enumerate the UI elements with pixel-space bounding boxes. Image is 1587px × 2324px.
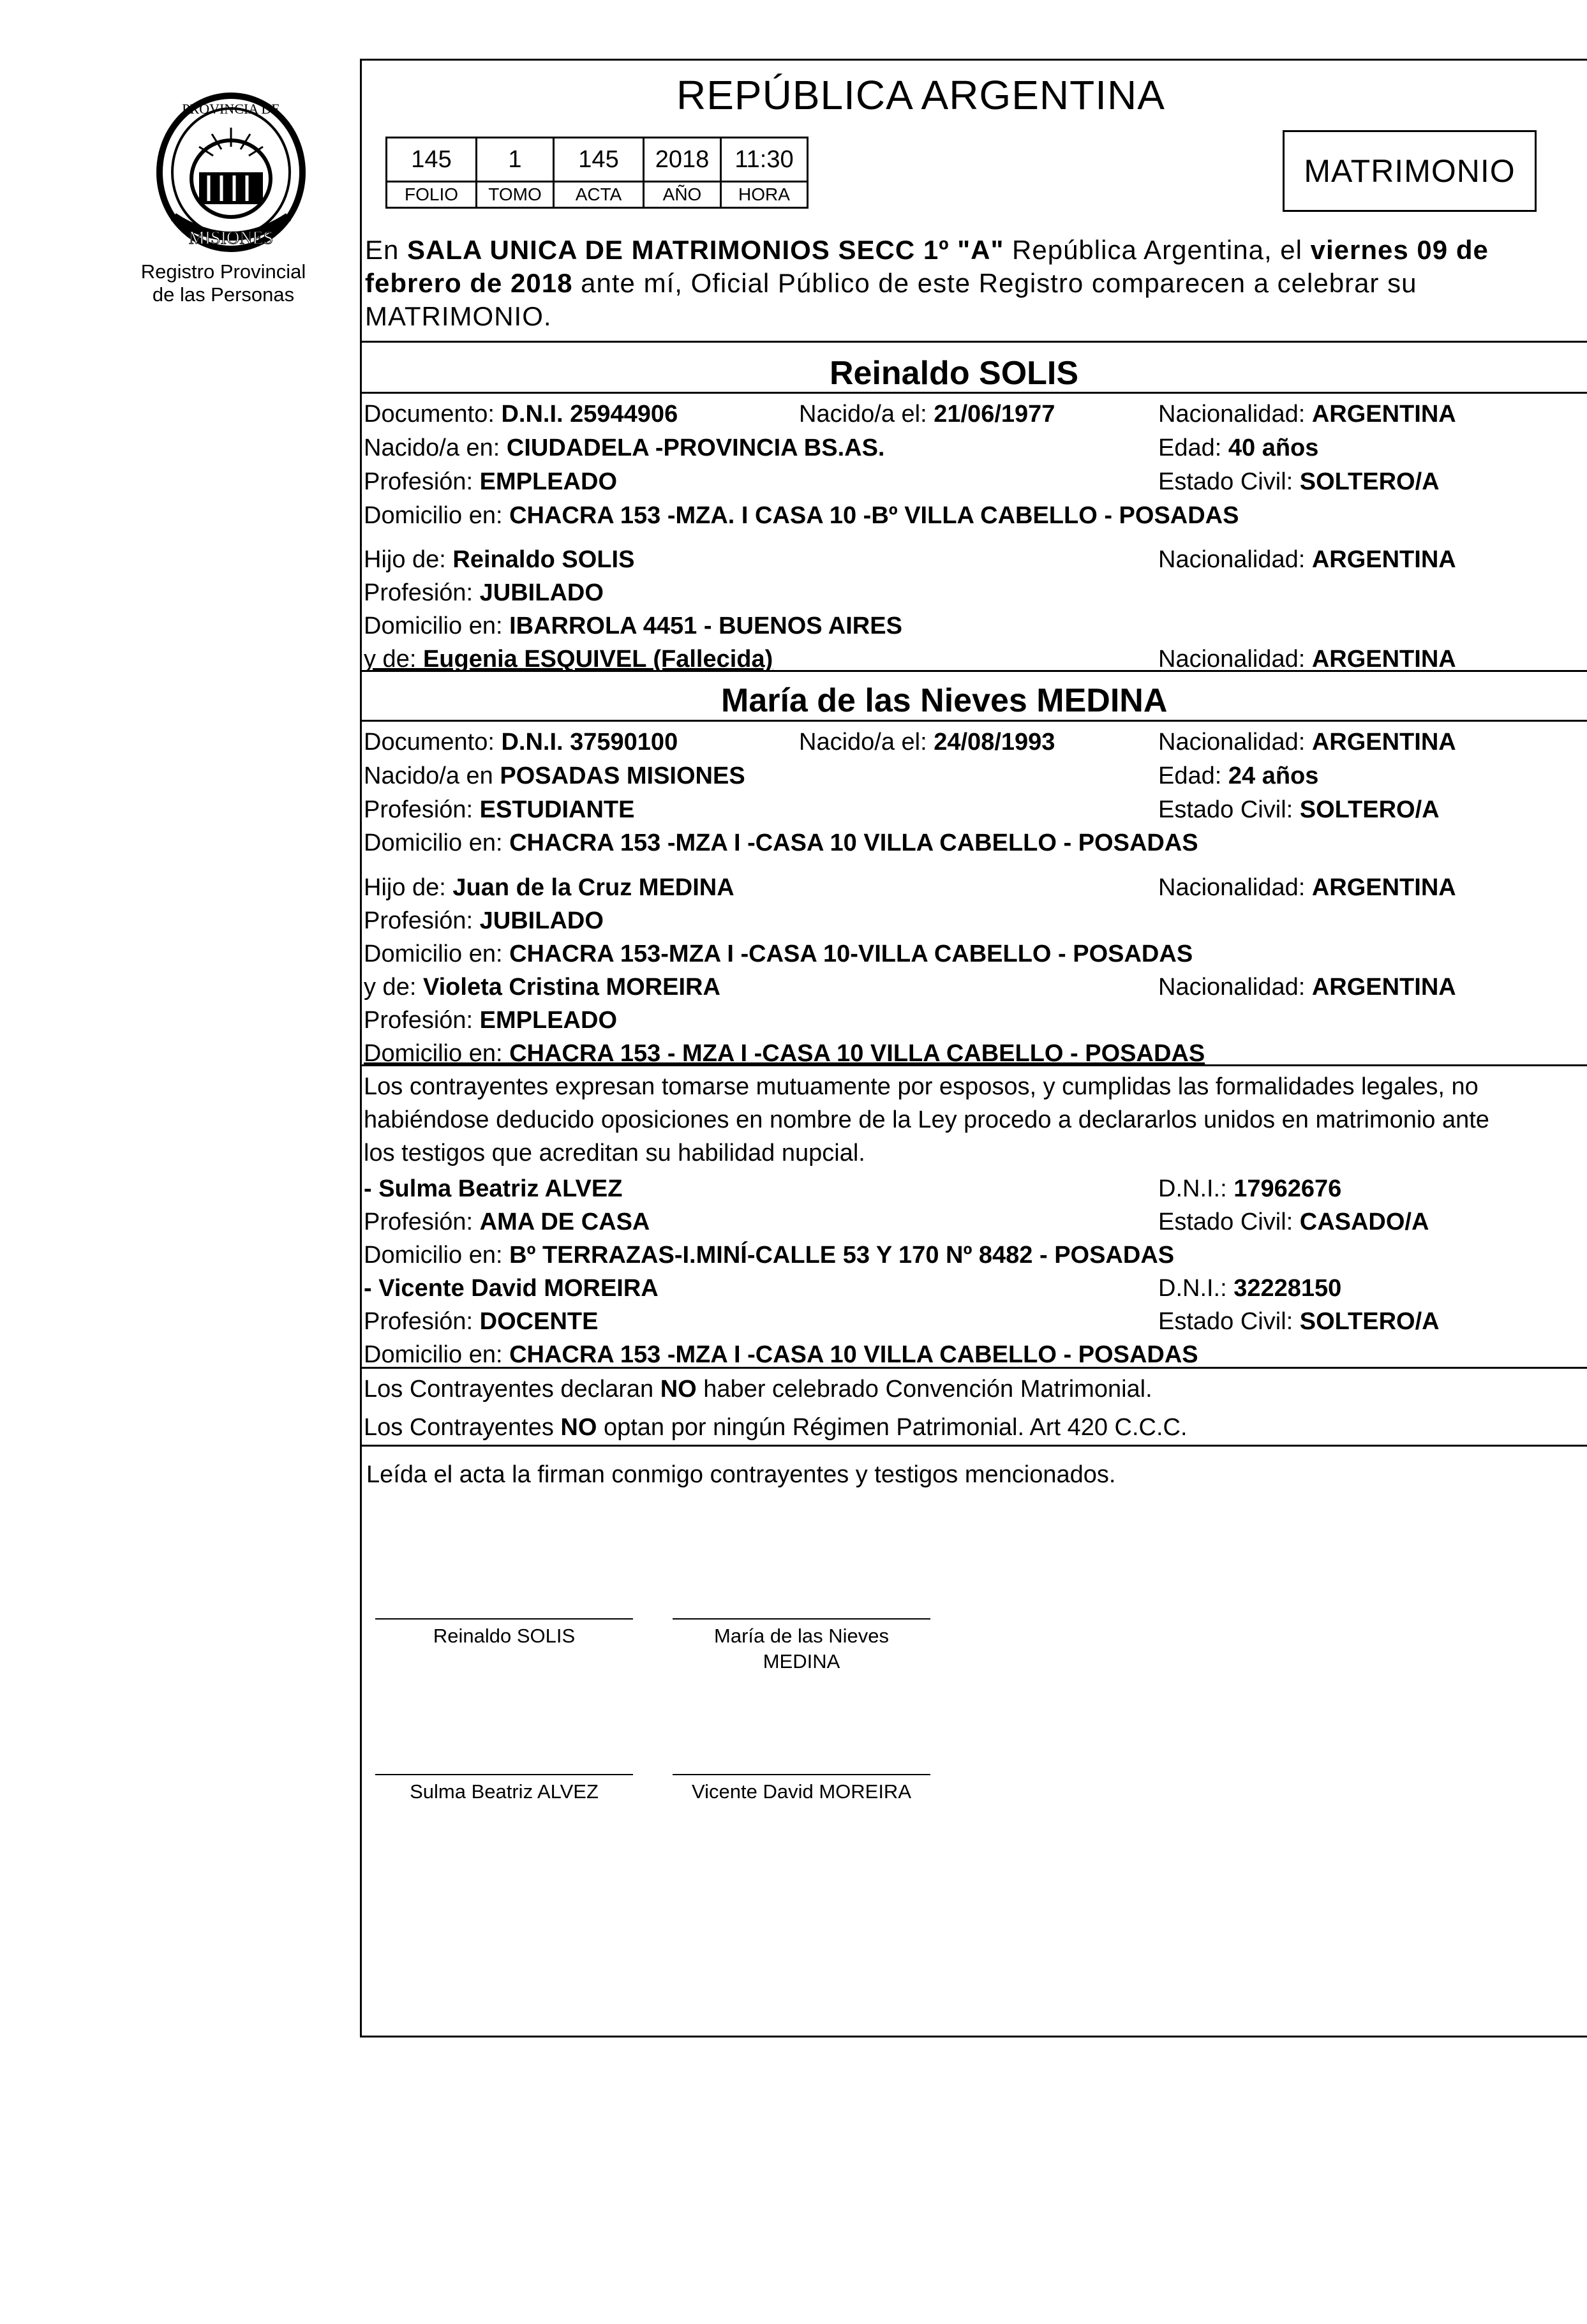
groom-mother: y de: Eugenia ESQUIVEL (Fallecida) [364,646,773,673]
groom-profession: Profesión: EMPLEADO [364,468,618,495]
seal-text-bottom: MISIONES [188,228,274,248]
hour-value: 11:30 [721,138,808,182]
bride-father-profession: Profesión: JUBILADO [364,907,604,934]
signature-line-groom [375,1618,633,1620]
year-label: AÑO [644,182,721,208]
groom-father-profession: Profesión: JUBILADO [364,579,604,606]
intro-date: febrero de 2018 [365,268,573,298]
bride-nationality: Nacionalidad: ARGENTINA [1158,729,1456,756]
declaration-line-1: Los contrayentes expresan tomarse mutuamente por esposos, y cumplidas las formalidades legales, no [364,1073,1479,1100]
divider-bottom [360,2036,1587,2037]
bride-mother: y de: Violeta Cristina MOREIRA [364,974,720,1001]
bride-document: Documento: D.N.I. 37590100 [364,729,678,756]
regime-line-2: Los Contrayentes NO optan por ningún Régimen Patrimonial. Art 420 C.C.C. [364,1414,1188,1441]
intro-line-1 [365,235,1489,265]
groom-civil-status: Estado Civil: SOLTERO/A [1158,468,1440,495]
folio-table [385,137,808,209]
closing-statement: Leída el acta la firman conmigo contrayentes y testigos mencionados. [366,1461,1116,1488]
bride-mother-address: Domicilio en: CHACRA 153 - MZA I -CASA 10 VILLA CABELLO - POSADAS [364,1040,1205,1067]
acta-label: ACTA [554,182,644,208]
signature-groom: Reinaldo SOLIS [433,1625,576,1647]
intro-line-2 [365,268,1417,299]
folio-label: FOLIO [387,182,477,208]
witness-2-profession: Profesión: DOCENTE [364,1308,599,1335]
signature-bride-line2: MEDINA [763,1650,840,1672]
acta-value: 145 [554,138,644,182]
bride-age: Edad: 24 años [1158,763,1319,789]
bride-father-address: Domicilio en: CHACRA 153-MZA I -CASA 10-VILLA CABELLO - POSADAS [364,941,1193,967]
bride-address: Domicilio en: CHACRA 153 -MZA I -CASA 10 VILLA CABELLO - POSADAS [364,830,1198,856]
bride-mother-profession: Profesión: EMPLEADO [364,1007,618,1034]
regime-line-1: Los Contrayentes declaran NO haber celebrado Convención Matrimonial. [364,1376,1152,1403]
bride-profession: Profesión: ESTUDIANTE [364,796,635,823]
tomo-label: TOMO [477,182,554,208]
witness-1-civil-status: Estado Civil: CASADO/A [1158,1209,1429,1235]
signature-witness-1: Sulma Beatriz ALVEZ [410,1780,599,1803]
seal-caption-line1: Registro Provincial [140,260,306,283]
groom-name: Reinaldo SOLIS [830,355,1079,392]
divider-bride-header [360,720,1587,722]
signature-bride-line1: María de las Nieves [714,1625,889,1647]
divider-top [360,59,1587,61]
witness-1-dni: D.N.I.: 17962676 [1158,1175,1342,1202]
groom-address: Domicilio en: CHACRA 153 -MZA. I CASA 10 -Bº VILLA CABELLO - POSADAS [364,502,1239,529]
intro-line-3: MATRIMONIO. [365,301,552,331]
signature-line-bride [673,1618,930,1620]
tomo-value: 1 [477,138,554,182]
witness-2-address: Domicilio en: CHACRA 153 -MZA I -CASA 10 VILLA CABELLO - POSADAS [364,1341,1198,1368]
groom-father-nationality: Nacionalidad: ARGENTINA [1158,546,1456,573]
signature-line-witness-1 [375,1774,633,1775]
groom-mother-nationality: Nacionalidad: ARGENTINA [1158,646,1456,673]
groom-age: Edad: 40 años [1158,435,1319,461]
declaration-line-3: los testigos que acreditan su habilidad nupcial. [364,1140,865,1166]
page-title: REPÚBLICA ARGENTINA [676,72,1165,118]
witness-1-address: Domicilio en: Bº TERRAZAS-I.MINÍ-CALLE 53 Y 170 Nº 8482 - POSADAS [364,1242,1175,1269]
bride-mother-nationality: Nacionalidad: ARGENTINA [1158,974,1456,1001]
intro-date: viernes 09 de [1310,235,1489,265]
witness-2-name: - Vicente David MOREIRA [364,1275,659,1302]
bride-name: María de las Nieves MEDINA [721,682,1168,719]
witness-2-civil-status: Estado Civil: SOLTERO/A [1158,1308,1440,1335]
groom-document: Documento: D.N.I. 25944906 [364,401,678,428]
bride-civil-status: Estado Civil: SOLTERO/A [1158,796,1440,823]
groom-birthplace: Nacido/a en: CIUDADELA -PROVINCIA BS.AS. [364,435,885,461]
witness-1-profession: Profesión: AMA DE CASA [364,1209,650,1235]
hour-label: HORA [721,182,808,208]
witness-2-dni: D.N.I.: 32228150 [1158,1275,1342,1302]
signature-line-witness-2 [673,1774,930,1775]
groom-nationality: Nacionalidad: ARGENTINA [1158,401,1456,428]
folio-value: 145 [387,138,477,182]
groom-birthdate: Nacido/a el: 21/06/1977 [799,401,1055,428]
intro-place: SALA UNICA DE MATRIMONIOS SECC 1º "A" [407,235,1004,265]
groom-father-address: Domicilio en: IBARROLA 4451 - BUENOS AIRES [364,613,902,639]
intro-text: ante mí, Oficial Público de este Registro comparecen a celebrar su [572,268,1417,298]
groom-father: Hijo de: Reinaldo SOLIS [364,546,635,573]
divider-closing [360,1445,1587,1447]
document-type-box: MATRIMONIO [1283,130,1537,212]
witness-1-name: - Sulma Beatriz ALVEZ [364,1175,623,1202]
seal-caption-line2: de las Personas [152,283,295,306]
bride-birthplace: Nacido/a en POSADAS MISIONES [364,763,745,789]
intro-text: República Argentina, el [1004,235,1311,265]
seal-text-top: PROVINCIA DE [182,101,280,117]
bride-father-nationality: Nacionalidad: ARGENTINA [1158,874,1456,901]
intro-text: En [365,235,408,265]
bride-father: Hijo de: Juan de la Cruz MEDINA [364,874,734,901]
bride-birthdate: Nacido/a el: 24/08/1993 [799,729,1055,756]
seal-caption [115,260,332,306]
signature-witness-2: Vicente David MOREIRA [692,1780,911,1803]
provincial-seal-logo [148,83,314,262]
year-value: 2018 [644,138,721,182]
signature-bride [673,1623,930,1674]
declaration-line-2: habiéndose deducido oposiciones en nombre de la Ley procedo a declararlos unidos en matrimonio ante [364,1106,1489,1133]
divider-groom-top [360,341,1587,343]
